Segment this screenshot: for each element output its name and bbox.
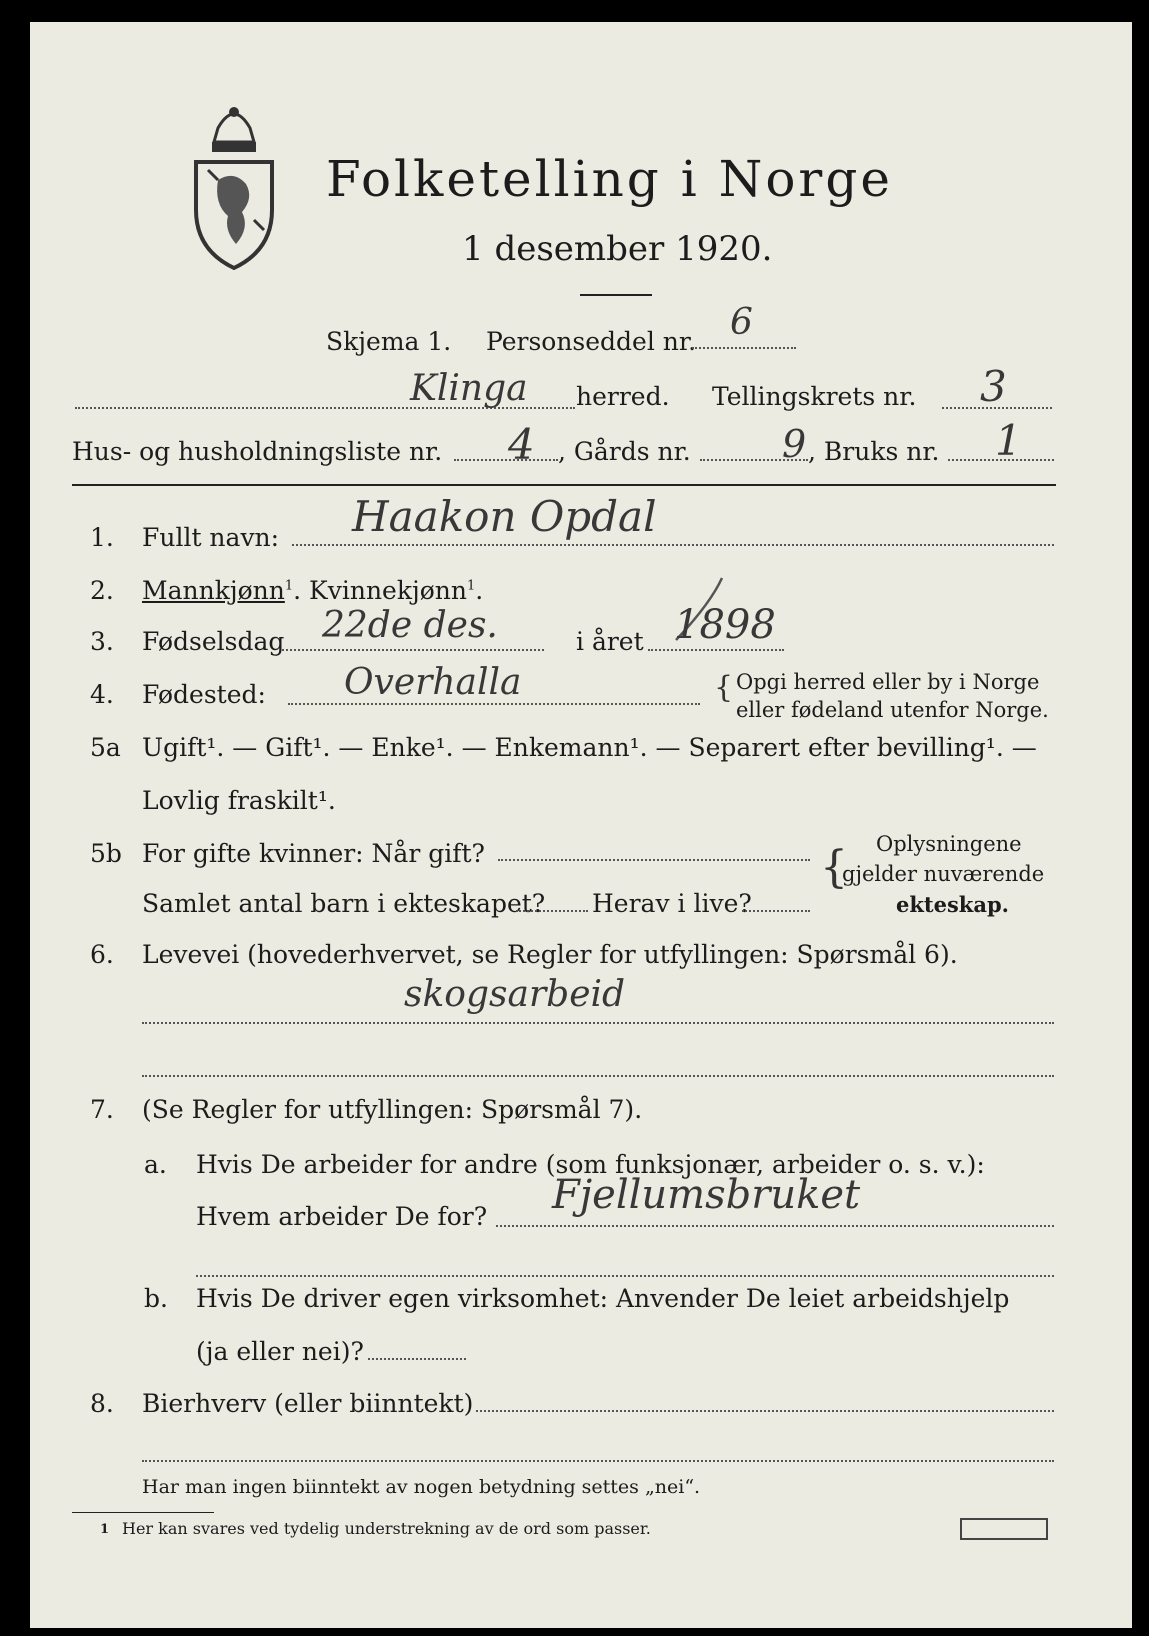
q5b-married-field[interactable] bbox=[498, 859, 810, 861]
personseddel-value: 6 bbox=[730, 302, 753, 343]
q2-male-option[interactable]: Mannkjønn bbox=[142, 576, 285, 605]
title-divider bbox=[580, 294, 652, 296]
q5b-brace: { bbox=[820, 842, 848, 893]
q7b-question: (ja eller nei)? bbox=[196, 1337, 364, 1366]
q5a-options-line2[interactable]: Lovlig fraskilt¹. bbox=[142, 786, 336, 815]
q3-year-value: 1898 bbox=[674, 602, 776, 648]
q4-brace: { bbox=[714, 670, 734, 705]
gards-value: 9 bbox=[782, 422, 807, 466]
q5a-options[interactable]: Ugift¹. — Gift¹. — Enke¹. — Enkemann¹. — Separert efter bevilling¹. — bbox=[142, 733, 1037, 762]
q7-label: (Se Regler for utfyllingen: Spørsmål 7). bbox=[142, 1095, 643, 1124]
q2-female-option[interactable]: Kvinnekjønn bbox=[309, 576, 467, 605]
q1-number: 1. bbox=[90, 523, 114, 552]
q6-field-1[interactable] bbox=[142, 1022, 1054, 1024]
personseddel-field[interactable] bbox=[692, 347, 796, 349]
q7a-text: Hvis De arbeider for andre (som funksjonær, arbeider o. s. v.): bbox=[196, 1150, 985, 1179]
q2-number: 2. bbox=[90, 576, 114, 605]
coat-of-arms-icon bbox=[188, 100, 280, 270]
q5b-number: 5b bbox=[90, 839, 122, 868]
q8-number: 8. bbox=[90, 1389, 114, 1418]
q4-number: 4. bbox=[90, 680, 114, 709]
q5b-label-2: Samlet antal barn i ekteskapet? bbox=[142, 889, 546, 918]
q7a-question: Hvem arbeider De for? bbox=[196, 1202, 488, 1231]
q8-field-2[interactable] bbox=[142, 1460, 1054, 1462]
q3-year-field[interactable] bbox=[648, 649, 784, 651]
q7-number: 7. bbox=[90, 1095, 114, 1124]
q6-label: Levevei (hovederhvervet, se Regler for utfyllingen: Spørsmål 6). bbox=[142, 940, 958, 969]
q7a-field-1[interactable] bbox=[496, 1225, 1054, 1227]
q7b-letter: b. bbox=[144, 1284, 168, 1313]
q1-field[interactable] bbox=[292, 544, 1054, 546]
bruks-value: 1 bbox=[995, 416, 1022, 465]
q4-note-1: Opgi herred eller by i Norge bbox=[736, 670, 1040, 694]
hus-field[interactable] bbox=[454, 459, 558, 461]
q5b-label-1: For gifte kvinner: Når gift? bbox=[142, 839, 485, 868]
q5b-note-2: gjelder nuværende bbox=[842, 862, 1045, 886]
footer-note: Har man ingen biinntekt av nogen betydning settes „nei“. bbox=[142, 1476, 701, 1498]
q4-note-2: eller fødeland utenfor Norge. bbox=[736, 698, 1049, 722]
q5b-alive-field[interactable] bbox=[742, 910, 810, 912]
tellingskrets-label: Tellingskrets nr. bbox=[712, 382, 917, 411]
q6-field-2[interactable] bbox=[142, 1075, 1054, 1077]
q5b-children-field[interactable] bbox=[516, 910, 588, 912]
form-title: Folketelling i Norge bbox=[326, 150, 893, 208]
q5b-label-3: Herav i live? bbox=[592, 889, 752, 918]
q5b-note-1: Oplysningene bbox=[876, 832, 1022, 856]
q8-field-1[interactable] bbox=[476, 1410, 1054, 1412]
q2-options: Mannkjønn$^1$. Kvinnekjønn$^1$. bbox=[142, 576, 484, 605]
footnote-divider bbox=[72, 1512, 214, 1513]
q3-day-field[interactable] bbox=[282, 649, 544, 651]
q5b-note-3: ekteskap. bbox=[896, 892, 1009, 917]
q7a-letter: a. bbox=[144, 1150, 167, 1179]
q3-year-label: i året bbox=[576, 627, 644, 656]
q6-value: skogsarbeid bbox=[404, 974, 626, 1015]
header-divider bbox=[72, 484, 1056, 486]
q6-number: 6. bbox=[90, 940, 114, 969]
q7b-text: Hvis De driver egen virksomhet: Anvender De leiet arbeidshjelp bbox=[196, 1284, 1010, 1313]
q8-label: Bierhverv (eller biinntekt) bbox=[142, 1389, 474, 1418]
tellingskrets-value: 3 bbox=[980, 362, 1007, 411]
census-form-page bbox=[30, 22, 1132, 1628]
herred-value: Klinga bbox=[410, 368, 528, 409]
footnote-text: Her kan svares ved tydelig understrekning av de ord som passer. bbox=[122, 1519, 651, 1538]
q3-day-value: 22de des. bbox=[322, 605, 498, 646]
hus-value: 4 bbox=[508, 420, 535, 469]
personseddel-label: Personseddel nr. bbox=[486, 327, 697, 356]
q7a-value: Fjellumsbruket bbox=[552, 1172, 861, 1218]
q7a-field-2[interactable] bbox=[196, 1275, 1054, 1277]
q1-value: Haakon Opdal bbox=[352, 492, 657, 541]
census-date: 1 desember 1920. bbox=[462, 229, 773, 269]
q7b-field[interactable] bbox=[368, 1358, 466, 1360]
q1-label: Fullt navn: bbox=[142, 523, 280, 552]
printer-stamp bbox=[960, 1518, 1048, 1540]
hus-label: Hus- og husholdningsliste nr. bbox=[72, 437, 443, 466]
q4-label: Fødested: bbox=[142, 680, 266, 709]
schema-label: Skjema 1. bbox=[326, 327, 452, 356]
footnote-mark: 1 bbox=[100, 1522, 110, 1537]
q4-field[interactable] bbox=[288, 703, 700, 705]
q4-value: Overhalla bbox=[344, 662, 522, 703]
q5a-number: 5a bbox=[90, 733, 121, 762]
q3-label: Fødselsdag bbox=[142, 627, 285, 656]
bruks-label: , Bruks nr. bbox=[808, 437, 940, 466]
gards-label: , Gårds nr. bbox=[558, 437, 691, 466]
herred-label: herred. bbox=[576, 382, 670, 411]
q3-number: 3. bbox=[90, 627, 114, 656]
